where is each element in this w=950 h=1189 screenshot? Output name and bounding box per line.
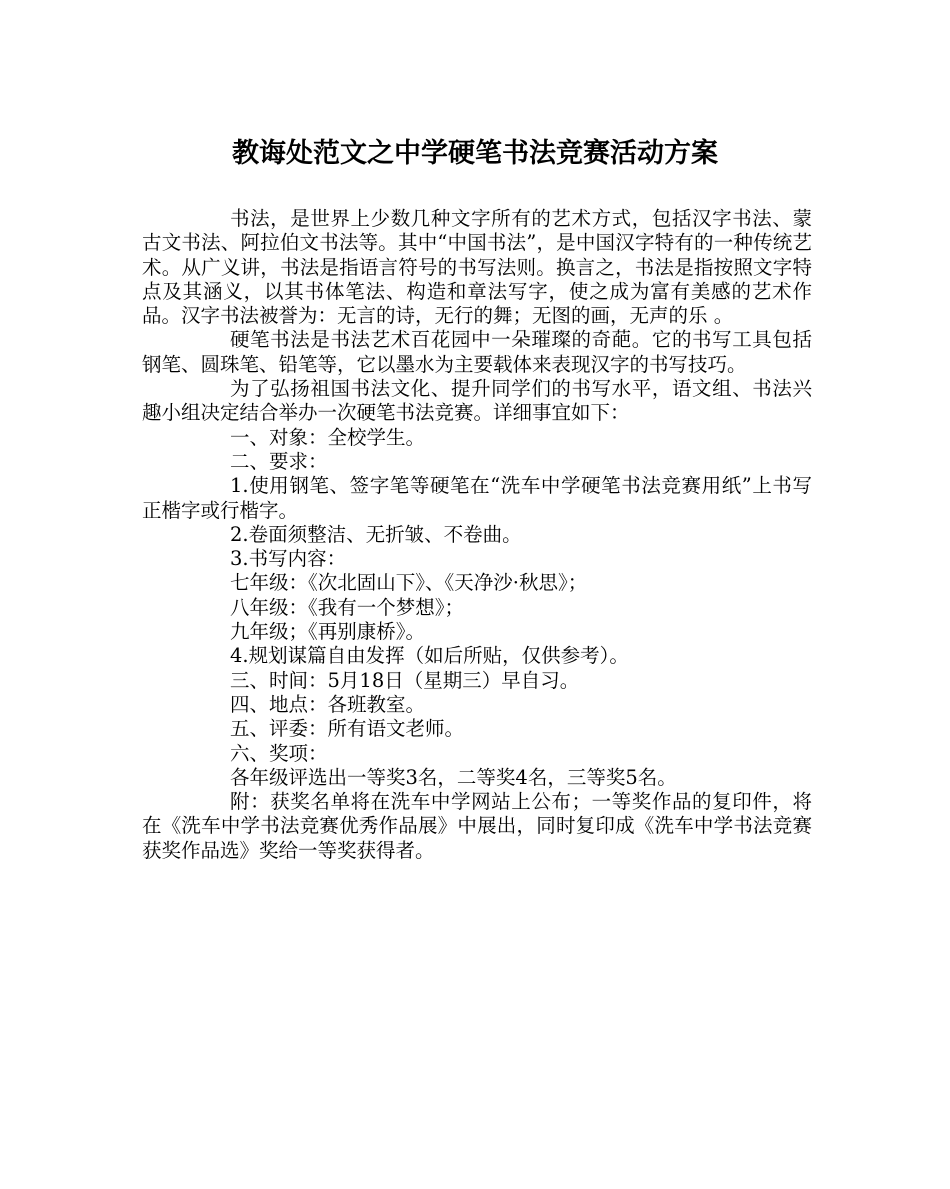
appendix-note: 附：获奖名单将在洗车中学网站上公布；一等奖作品的复印件，将在《洗车中学书法竞赛优秀作品展》中展出，同时复印成《洗车中学书法竞赛获奖作品选》奖给一等奖获得者。 <box>142 790 812 862</box>
section-requirements-heading: 二、要求： <box>230 449 328 473</box>
intro-paragraph-calligraphy: 书法，是世界上少数几种文字所有的艺术方式，包括汉字书法、蒙古文书法、阿拉伯文书法等。其中“中国书法”，是中国汉字特有的一种传统艺术。从广义讲，书法是指语言符号的书写法则。换言之，书法是指按照文字特点及其涵义，以其书体笔法、构造和章法写字，使之成为富有美感的艺术作品。汉字书法被誉为：无言的诗，无行的舞；无图的画，无声的乐 。 <box>142 207 812 328</box>
section-awards-heading: 六、奖项： <box>230 741 328 765</box>
awards-detail: 各年级评选出一等奖3名，二等奖4名，三等奖5名。 <box>230 765 677 789</box>
intro-paragraph-purpose: 为了弘扬祖国书法文化、提升同学们的书写水平，语文组、书法兴趣小组决定结合举办一次硬笔书法竞赛。详细事宜如下： <box>142 377 812 425</box>
content-grade-8: 八年级：《我有一个梦想》； <box>230 595 465 619</box>
document-body <box>142 207 812 863</box>
document-title: 教诲处范文之中学硬笔书法竞赛活动方案 <box>232 138 718 169</box>
requirement-2: 2.卷面须整洁、无折皱、不卷曲。 <box>230 522 522 546</box>
requirement-4: 4.规划谋篇自由发挥（如后所贴，仅供参考）。 <box>230 644 629 668</box>
section-object: 一、对象：全校学生。 <box>230 425 426 449</box>
content-grade-7: 七年级：《次北固山下》、《天净沙·秋思》； <box>230 571 588 595</box>
section-time: 三、时间：5月18日（星期三）早自习。 <box>230 668 580 692</box>
section-judges: 五、评委：所有语文老师。 <box>230 717 465 741</box>
intro-paragraph-hard-pen: 硬笔书法是书法艺术百花园中一朵璀璨的奇葩。它的书写工具包括钢笔、圆珠笔、铅笔等，它以墨水为主要载体来表现汉字的书写技巧。 <box>142 328 812 376</box>
requirement-1: 1.使用钢笔、签字笔等硬笔在“洗车中学硬笔书法竞赛用纸”上书写正楷字或行楷字。 <box>142 474 812 522</box>
content-grade-9: 九年级；《再别康桥》。 <box>230 620 426 644</box>
requirement-3: 3.书写内容： <box>230 547 347 571</box>
section-place: 四、地点：各班教室。 <box>230 692 426 716</box>
